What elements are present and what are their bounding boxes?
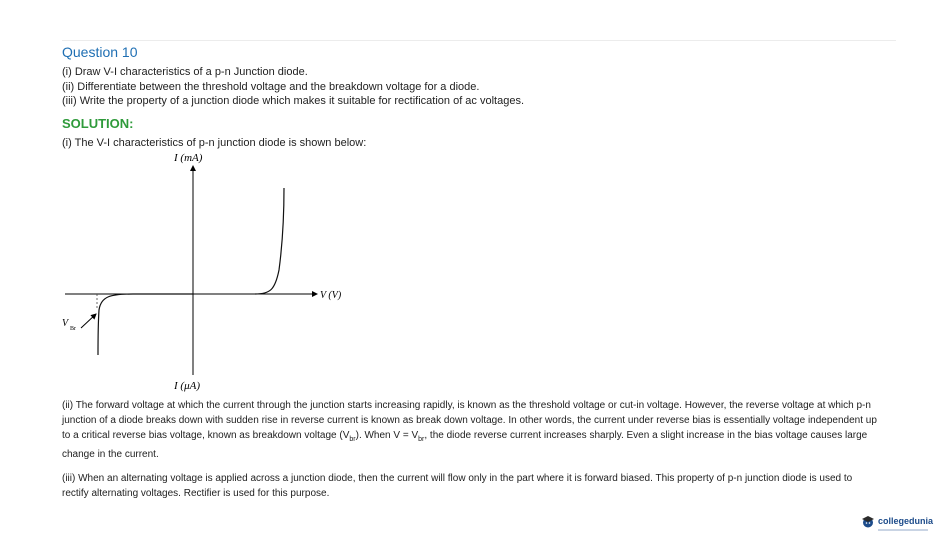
x-axis-label: V (V) — [320, 290, 342, 301]
question-parts — [62, 65, 524, 109]
vbr-label: V — [62, 318, 69, 329]
solution-heading: SOLUTION: — [62, 116, 134, 131]
part-2-sub-1: br — [349, 436, 356, 443]
brand-name: collegedunia — [878, 516, 934, 526]
part-2-sub-2: br — [418, 436, 425, 443]
reverse-bias-curve — [98, 294, 193, 355]
part-2-paragraph — [62, 398, 877, 462]
y-axis-top-label: I (mA) — [174, 152, 203, 164]
vbr-pointer-arrow — [81, 314, 96, 328]
y-axis-bottom-label: I (μA) — [174, 380, 200, 392]
part-3-paragraph: (iii) When an alternating voltage is applied across a junction diode, then the current will flow only in the part where it is forward biased. This property of p-n junction diode is used to rectify alternating voltages. Rectifier is used for this purpose. — [62, 473, 853, 499]
question-part-2: (ii) Differentiate between the threshold voltage and the breakdown voltage for a diode. — [62, 80, 480, 93]
brand-logo[interactable] — [861, 514, 933, 528]
top-divider — [62, 40, 896, 41]
forward-bias-curve — [255, 188, 284, 294]
vi-characteristics-graph — [55, 150, 375, 395]
question-part-1: (i) Draw V-I characteristics of a p-n Junction diode. — [62, 66, 308, 78]
part-2-text-a: (ii) The forward voltage at which the current through the junction starts increasing rapidly, is known as the threshold voltage or cut-in voltage. However, the reverse voltage at which p-n junction of a diode breaks down with sudden rise in reverse current is known as break down voltage. In other words, the current under reverse bias is essentially voltage independent up to a critical reverse bias voltage, known as breakdown voltage (V — [62, 400, 877, 441]
part-2-text-c: , the diode reverse current increases sharply. Even a slight increase in the bias voltage causes large change in the current. — [62, 430, 868, 460]
question-part-3: (iii) Write the property of a junction diode which makes it suitable for rectification of ac voltages. — [62, 95, 525, 107]
vbr-subscript: Br — [70, 326, 76, 332]
question-title: Question 10 — [62, 44, 138, 60]
part-2-text-b: ). When V = V — [355, 430, 419, 441]
graduation-cap-icon — [861, 514, 875, 528]
brand-tagline-bar — [878, 529, 928, 531]
solution-intro: (i) The V-I characteristics of p-n junction diode is shown below: — [62, 137, 367, 149]
